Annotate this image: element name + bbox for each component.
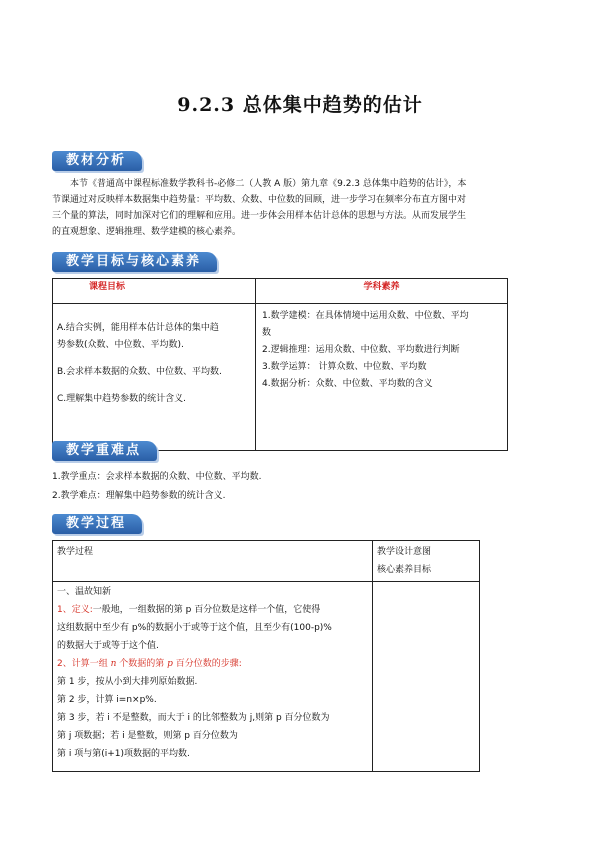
- step-text: 第 i 项与第(i+1)项数据的平均数.: [57, 749, 190, 759]
- literacy-text: 数: [262, 328, 272, 338]
- section-heading-key-points: 教学重难点: [52, 441, 157, 461]
- process-header-right: [373, 541, 480, 582]
- process-content-cell: [53, 582, 373, 772]
- step-text: 第 j 项数据；若 i 是整数，则第 p 百分位数为: [57, 731, 238, 741]
- literacy-text: 3.数学运算： 计算众数、中位数、平均数: [262, 362, 427, 372]
- process-side-cell: [373, 582, 480, 772]
- section-heading-process: 教学过程: [52, 514, 142, 534]
- section-heading-objectives: 教学目标与核心素养: [52, 252, 217, 272]
- step-text: 第 2 步，计算 i=n×p%.: [57, 695, 157, 705]
- course-goals-cell: [53, 304, 256, 451]
- definition-text: 这组数据中至少有 p%的数据小于或等于这个值，且至少有(100-p)%: [57, 623, 332, 633]
- review-title: 一、温故知新: [57, 587, 112, 597]
- design-intent-label: 教学设计意图: [377, 547, 432, 557]
- goal-text: A.结合实例，能用样本估计总体的集中趋: [57, 323, 219, 333]
- literacy-text: 1.数学建模：在具体情境中运用众数、中位数、平均: [262, 311, 469, 321]
- definition-text: 1、定义:一般地，一组数据的第 p 百分位数是这样一个值，它使得: [57, 605, 321, 615]
- course-goals-header: 课程目标: [53, 279, 256, 304]
- analysis-line: 节课通过对反映样本数据集中趋势量：平均数、众数、中位数的回顾，进一步学习在频率分布直方图中对: [52, 195, 467, 205]
- analysis-line: 的直观想象、逻辑推理、数学建模的核心素养。: [52, 227, 242, 237]
- goal-text: C.理解集中趋势参数的统计含义.: [57, 394, 187, 404]
- analysis-line: 三个量的算法，同时加深对它们的理解和应用。进一步体会用样本估计总体的思想与方法。从而发展学生: [52, 211, 467, 221]
- process-table: [52, 540, 480, 772]
- process-header-left: 教学过程: [53, 541, 373, 582]
- steps-title: 2、计算一组 n 个数据的第 p 百分位数的步骤:: [57, 659, 242, 669]
- definition-text: 的数据大于或等于这个值.: [57, 641, 159, 651]
- section-heading-analysis: 教材分析: [52, 151, 142, 171]
- literacy-text: 4.数据分析：众数、中位数、平均数的含义: [262, 379, 433, 389]
- literacy-text: 2.逻辑推理：运用众数、中位数、平均数进行判断: [262, 345, 460, 355]
- core-literacy-label: 核心素养目标: [377, 565, 432, 575]
- goal-text: 势参数(众数、中位数、平均数).: [57, 340, 184, 350]
- analysis-paragraph: [52, 176, 550, 240]
- page-title: 9.2.3 总体集中趋势的估计: [177, 94, 423, 116]
- analysis-line: 本节《普通高中课程标准数学教科书-必修二（人教 A 版）第九章《9.2.3 总体集中趋势的估计》，本: [70, 179, 467, 189]
- literacy-cell: [256, 304, 508, 451]
- key-point-text: 1.教学重点：会求样本数据的众数、中位数、平均数.: [52, 472, 262, 482]
- key-points: [52, 469, 550, 504]
- step-text: 第 3 步，若 i 不是整数，而大于 i 的比邻整数为 j,则第 p 百分位数为: [57, 713, 330, 723]
- objectives-table: [52, 278, 508, 451]
- goal-text: B.会求样本数据的众数、中位数、平均数.: [57, 367, 222, 377]
- literacy-header: 学科素养: [256, 279, 508, 304]
- step-text: 第 1 步，按从小到大排列原始数据.: [57, 677, 198, 687]
- difficulty-point-text: 2.教学难点：理解集中趋势参数的统计含义.: [52, 491, 226, 501]
- definition-label: 1、定义:: [57, 605, 93, 615]
